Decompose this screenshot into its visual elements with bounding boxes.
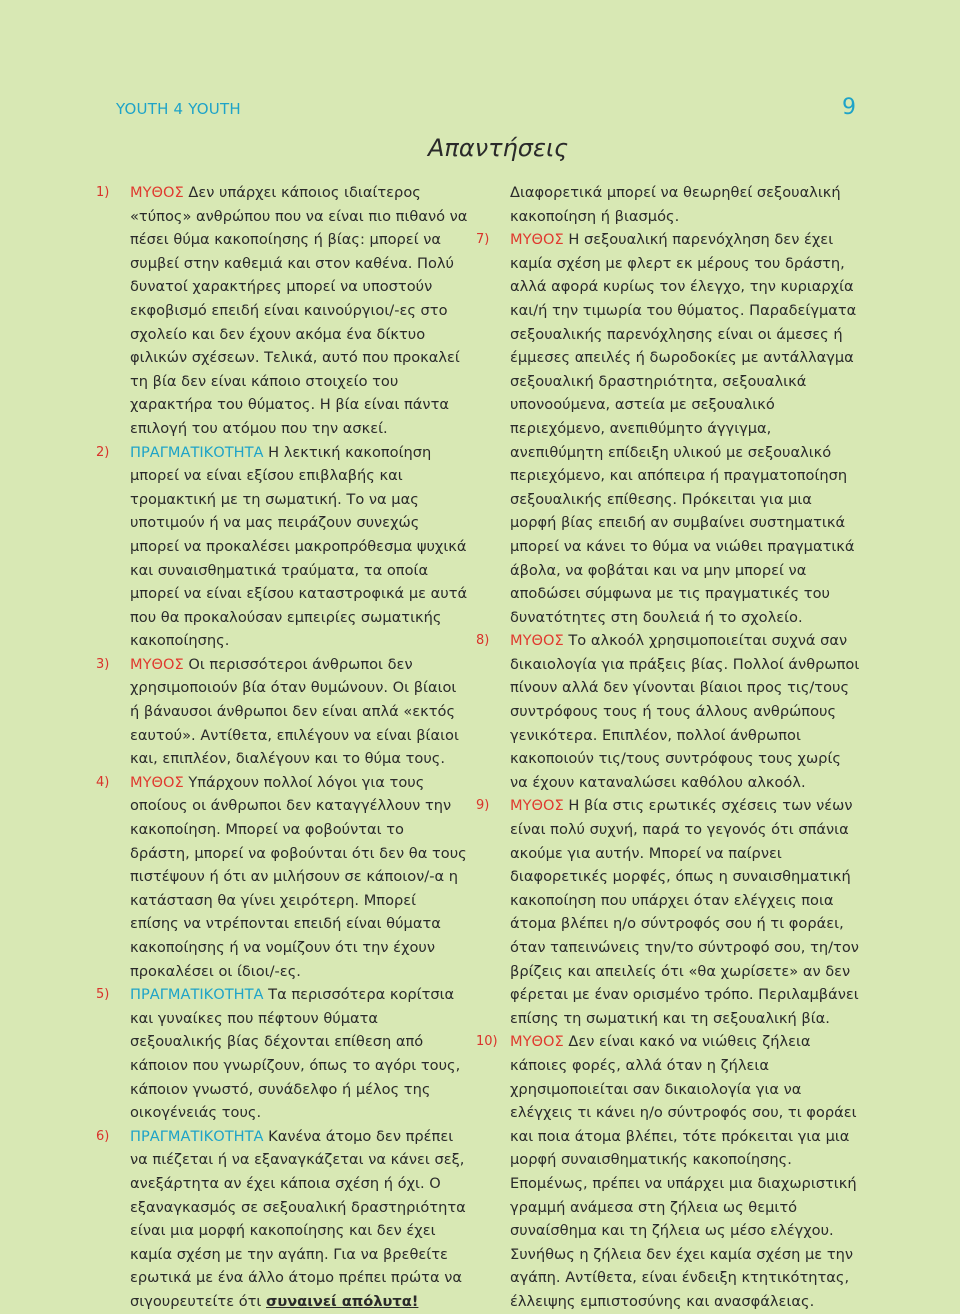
answer-text: Δεν υπάρχει κάποιος ιδιαίτερος «τύπος» ανθρώπου που να είναι πιο πιθανό να πέσει θύμα κακοποίησης ή βίας: μπορεί να συμβεί στην καθεμιά και στον καθένα. Πολύ δυνατοί χαρακτήρες μπορεί να υποστούν εκφοβισμό επειδή είναι καινούργιοι/-ες στο σχολείο και δεν έχουν ακόμα ένα δίκτυο φιλικών σχέσεων. Τελικά, αυτό που προκαλεί τη βία δεν είναι κάποιο στοιχείο του χαρακτήρα του θύματος. Η βία είναι πάντα επιλογή του ατόμου που την ασκεί. [130, 184, 468, 437]
item-number: 1) [96, 185, 110, 200]
answer-item-3 [96, 653, 468, 771]
answer-text: Η βία στις ερωτικές σχέσεις των νέων είναι πολύ συχνή, παρά το γεγονός ότι σπάνια ακούμε για αυτήν. Μπορεί να παίρνει διαφορετικές μορφές, όπως η συναισθηματική κακοποίηση που υπάρχει όταν ελέγχεις ποια άτομα βλέπει η/ο σύντροφός σου ή τι φοράει, όταν ταπεινώνεις την/το σύντροφό σου, τη/τον βρίζεις και απειλείς ότι «θα χωρίσετε» αν δεν φέρεται με έναν ορισμένο τρόπο. Περιλαμβάνει επίσης τη σωματική και τη σεξουαλική βία. [510, 797, 859, 1027]
answer-item-1 [96, 181, 468, 441]
answer-text: Οι περισσότεροι άνθρωποι δεν χρησιμοποιούν βία όταν θυμώνουν. Οι βίαιοι ή βάναυσοι άνθρωποι δεν είναι απλά «εκτός εαυτού». Αντίθετα, επιλέγουν να είναι βίαιοι και, επιπλέον, διαλέγουν και το θύμα τους. [130, 655, 459, 768]
item-number: 10) [476, 1034, 498, 1050]
fact-keyword: ΠΡΑΓΜΑΤΙΚΟΤΗΤΑ [130, 443, 264, 461]
page-title: Απαντήσεις [428, 134, 569, 162]
item-number: 3) [96, 656, 110, 672]
answer-text: Δεν είναι κακό να νιώθεις ζήλεια κάποιες φορές, αλλά όταν η ζήλεια χρησιμοποιείται σαν δικαιολογία για να ελέγχεις τι κάνει η/ο σύντροφός σου, τι φοράει και ποια άτομα βλέπει, τότε πρόκειται για μια μορφή συναισθηματικής κακοποίησης. Επομένως, πρέπει να υπάρχει μια διαχωριστική γραμμή ανάμεσα στη ζήλεια ως θεμιτό συναίσθημα και τη ζήλεια ως μέσο ελέγχου. Συνήθως η ζήλεια δεν έχει καμία σχέση με την αγάπη. Αντίθετα, είναι ένδειξη κτητικότητας, έλλειψης εμπιστοσύνης και ανασφάλειας. [510, 1033, 857, 1310]
answer-item-4 [96, 771, 468, 983]
myth-keyword: ΜΥΘΟΣ [510, 231, 564, 249]
answer-item-6 [96, 1125, 468, 1314]
answer-text: Η λεκτική κακοποίηση μπορεί να είναι εξίσου επιβλαβής και τρομακτική με τη σωματική. Το να μας υποτιμούν ή να μας πειράζουν συνεχώς μπορεί να προκαλέσει μακροπρόθεσμα ψυχικά και συναισθηματικά τραύματα, τα οποία μπορεί να είναι εξίσου καταστροφικά με αυτά που θα προκαλούσαν εμπειρίες σωματικής κακοποίησης. [130, 443, 468, 650]
answer-item-5 [96, 983, 468, 1125]
continuation-text: Διαφορετικά μπορεί να θεωρηθεί σεξουαλική κακοποίηση ή βιασμός. [510, 184, 841, 225]
item-number: 6) [96, 1128, 110, 1144]
item-number: 8) [476, 633, 490, 649]
fact-keyword: ΠΡΑΓΜΑΤΙΚΟΤΗΤΑ [130, 1127, 264, 1145]
answer-text: Κανένα άτομο δεν πρέπει να πιέζεται ή να εξαναγκάζεται να κάνει σεξ, ανεξάρτητα αν έχει κάποια σχέση ή όχι. Ο εξαναγκασμός σε σεξουαλική δραστηριότητα είναι μια μορφή κακοποίησης και δεν έχει καμία σχέση με την αγάπη. Για να βρεθείτε ερωτικά με ένα άλλο άτομο πρέπει πρώτα να σιγουρευτείτε ότι [130, 1127, 466, 1310]
myth-keyword: ΜΥΘΟΣ [130, 184, 184, 201]
answer-item-9 [476, 794, 861, 1030]
fact-keyword: ΠΡΑΓΜΑΤΙΚΟΤΗΤΑ [130, 986, 264, 1004]
item-number: 9) [476, 798, 490, 814]
consent-emphasis: συναινεί απόλυτα! [266, 1292, 419, 1310]
page-number: 9 [842, 95, 856, 120]
answer-item-10 [476, 1030, 861, 1313]
item-number: 7) [476, 232, 490, 248]
answer-item-6-continuation [476, 181, 861, 228]
answer-text: Υπάρχουν πολλοί λόγοι για τους οποίους οι άνθρωποι δεν καταγγέλλουν την κακοποίηση. Μπορεί να φοβούνται το δράστη, μπορεί να φοβούνται ότι δεν θα τους πιστέψουν ή ότι αν μιλήσουν σε κάποιον/-α η κατάσταση θα γίνει χειρότερη. Μπορεί επίσης να ντρέπονται επειδή είναι θύματα κακοποίησης ή να νομίζουν ότι την έχουν προκαλέσει οι ίδιοι/-ες. [130, 773, 467, 980]
myth-keyword: ΜΥΘΟΣ [130, 655, 184, 673]
myth-keyword: ΜΥΘΟΣ [510, 632, 564, 650]
answer-text: Το αλκοόλ χρησιμοποιείται συχνά σαν δικαιολογία για πράξεις βίας. Πολλοί άνθρωποι πίνουν αλλά δεν γίνονται βίαιοι προς τις/τους συντρόφους τους ή τους άλλους ανθρώπους γενικότερα. Επιπλέον, πολλοί άνθρωποι κακοποιούν τις/τους συντρόφους τους χωρίς να έχουν καταναλώσει καθόλου αλκοόλ. [510, 632, 860, 791]
myth-keyword: ΜΥΘΟΣ [510, 797, 564, 815]
answer-item-2 [96, 441, 468, 653]
item-number: 2) [96, 444, 110, 460]
item-number: 5) [96, 987, 110, 1003]
answer-item-7 [476, 228, 861, 629]
answer-text: Η σεξουαλική παρενόχληση δεν έχει καμία σχέση με φλερτ εκ μέρους του δράστη, αλλά αφορά κυρίως τον έλεγχο, την κυριαρχία και/ή την τιμωρία του θύματος. Παραδείγματα σεξουαλικής παρενόχλησης είναι οι άμεσες ή έμμεσες απειλές ή δωροδοκίες με αντάλλαγμα σεξουαλική δραστηριότητα, σεξουαλικά υπονοούμενα, αστεία με σεξουαλικό περιεχόμενο, ανεπιθύμητο άγγιγμα, ανεπιθύμητη επίδειξη υλικού με σεξουαλικό περιεχόμενο, και απόπειρα ή πραγματοποίηση σεξουαλικής επίθεσης. Πρόκειται για μια μορφή βίας επειδή αν συμβαίνει συστηματικά μπορεί να κάνει το θύμα να νιώθει πραγματικά άβολα, να φοβάται και να μην μπορεί να αποδώσει σύμφωνα με τις πραγματικές του δυνατότητες στη δουλειά ή το σχολείο. [510, 231, 857, 626]
item-number: 4) [96, 774, 110, 790]
left-column [96, 181, 468, 1314]
myth-keyword: ΜΥΘΟΣ [510, 1033, 564, 1051]
answer-text: Τα περισσότερα κορίτσια και γυναίκες που πέφτουν θύματα σεξουαλικής βίας δέχονται επίθεση από κάποιον που γνωρίζουν, όπως το αγόρι τους, κάποιον γνωστό, συνάδελφο ή μέλος της οικογένειάς τους. [130, 986, 461, 1122]
myth-keyword: ΜΥΘΟΣ [130, 773, 184, 791]
header-brand: YOUTH 4 YOUTH [116, 100, 241, 118]
answer-item-8 [476, 629, 861, 794]
right-column [476, 181, 861, 1314]
